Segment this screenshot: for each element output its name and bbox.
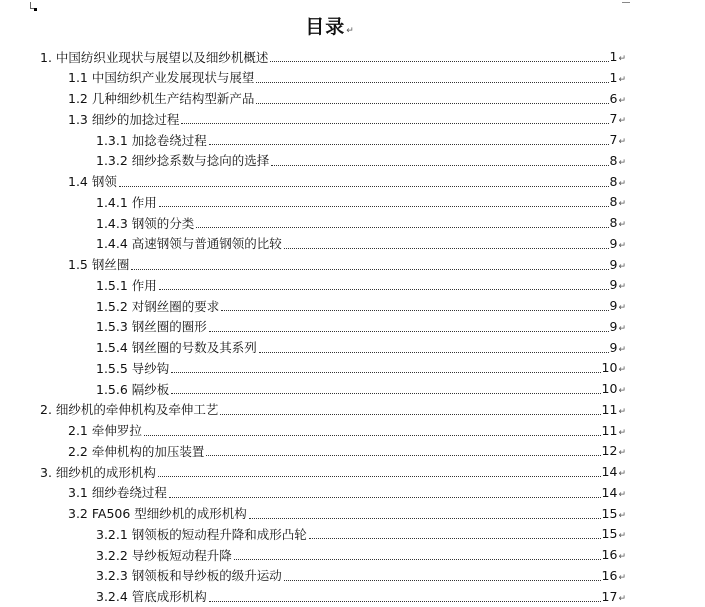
toc-page-number: 12	[601, 443, 618, 459]
paragraph-mark-icon: ↵	[618, 282, 626, 293]
toc-dot-leader	[206, 454, 600, 456]
paragraph-mark-icon: ↵	[618, 593, 626, 604]
toc-entry[interactable]	[96, 523, 626, 544]
toc-entry-page	[601, 464, 626, 479]
toc-entry[interactable]	[68, 88, 626, 109]
toc-dot-leader	[171, 371, 600, 373]
toc-page-number: 7	[609, 132, 618, 147]
toc-entry-label: 1.5.6 隔纱板	[96, 381, 170, 397]
toc-page-number: 8	[609, 152, 618, 168]
toc-entry-page	[609, 194, 627, 209]
toc-dot-leader	[159, 288, 609, 290]
toc-entry[interactable]	[40, 46, 626, 67]
toc-page-number: 10	[601, 360, 618, 376]
toc-dot-leader	[284, 579, 601, 581]
toc-entry-label: 1.5.1 作用	[96, 277, 157, 293]
paragraph-mark-icon: ↵	[618, 178, 626, 189]
paragraph-mark-icon: ↵	[618, 74, 626, 85]
paragraph-mark-icon: ↵	[618, 95, 626, 106]
toc-entry[interactable]	[96, 129, 626, 150]
paragraph-mark-icon: ↵	[618, 406, 626, 417]
toc-entry-page	[609, 277, 627, 292]
paragraph-mark-icon: ↵	[618, 531, 626, 542]
toc-entry-page	[609, 319, 627, 334]
toc-dot-leader	[144, 434, 601, 436]
margin-corner-mark-right	[622, 2, 630, 3]
toc-entry-page	[609, 236, 627, 251]
toc-entry-label: 3. 细纱机的成形机构	[40, 464, 156, 480]
toc-dot-leader	[259, 351, 609, 353]
toc-entry[interactable]	[68, 503, 626, 524]
toc-page-number: 15	[601, 526, 618, 542]
toc-entry-label: 1.3.1 加捻卷绕过程	[96, 132, 207, 148]
toc-page-number: 9	[609, 318, 618, 334]
toc-entry-label: 3.1 细纱卷绕过程	[68, 485, 167, 501]
toc-dot-leader	[256, 81, 608, 83]
toc-page-number: 10	[601, 381, 618, 396]
paragraph-mark-icon: ↵	[618, 323, 626, 334]
toc-dot-leader	[119, 185, 609, 187]
paragraph-mark-icon: ↵	[618, 572, 626, 583]
paragraph-mark-icon: ↵	[618, 552, 626, 562]
paragraph-mark-icon: ↵	[618, 510, 626, 521]
toc-entry[interactable]	[96, 378, 626, 399]
toc-entry[interactable]	[40, 461, 626, 482]
toc-entry-page	[609, 132, 627, 147]
toc-entry-page	[601, 485, 626, 500]
toc-page-number: 8	[609, 215, 618, 230]
paragraph-mark-icon: ↵	[618, 220, 626, 230]
toc-entry[interactable]	[68, 482, 626, 503]
toc-entry-label: 1.3 细纱的加捻过程	[68, 111, 180, 127]
toc-dot-leader	[209, 600, 601, 602]
toc-entry-page	[609, 298, 627, 313]
toc-entry-label: 1.4.3 钢领的分类	[96, 215, 195, 231]
toc-page-number: 9	[609, 256, 618, 272]
toc-page-number: 14	[601, 464, 618, 479]
toc-dot-leader	[271, 164, 608, 166]
toc-entry[interactable]	[96, 295, 626, 316]
toc-entry-page	[609, 111, 627, 126]
toc-entry-page	[601, 589, 626, 604]
toc-entry-label: 3.2.4 管底成形机构	[96, 589, 207, 604]
toc-entry-label: 2.2 牵伸机构的加压装置	[68, 443, 205, 459]
toc-page-number: 1	[609, 69, 618, 85]
toc-dot-leader	[221, 309, 608, 311]
toc-page-number: 9	[609, 277, 618, 293]
toc-entry[interactable]	[96, 337, 626, 358]
toc-page-number: 14	[601, 484, 618, 500]
toc-entry[interactable]	[96, 586, 626, 607]
paragraph-mark-icon: ↵	[618, 489, 626, 500]
toc-entry-label: 2. 细纱机的牵伸机构及牵伸工艺	[40, 402, 219, 418]
toc-entry-page	[609, 70, 627, 85]
toc-page-number: 9	[609, 235, 618, 251]
toc-page-number: 6	[609, 90, 618, 106]
toc-entry-page	[609, 215, 627, 230]
paragraph-mark-icon: ↵	[618, 199, 626, 210]
toc-entry-page	[601, 526, 626, 541]
toc-dot-leader	[158, 475, 601, 477]
cursor-dot	[34, 8, 37, 11]
toc-entry-label: 1.5.2 对钢丝圈的要求	[96, 298, 220, 314]
toc-entry[interactable]	[68, 108, 626, 129]
toc-entry-page	[601, 506, 626, 521]
toc-entry-label: 3.2.2 导纱板短动程升降	[96, 547, 232, 563]
toc-entry-page	[609, 340, 627, 355]
toc-title-text: 目录	[305, 16, 346, 38]
toc-entry-label: 1.5 钢丝圈	[68, 257, 130, 272]
toc-entry-page	[601, 360, 626, 375]
toc-dot-leader	[249, 517, 601, 519]
toc-dot-leader	[181, 122, 608, 124]
toc-entry-label: 1.1 中国纺织产业发展现状与展望	[68, 70, 255, 86]
toc-entry-label: 3.2 FA506 型细纱机的成形机构	[68, 506, 247, 521]
paragraph-mark-icon: ↵	[618, 137, 626, 147]
toc-entry-label: 1. 中国纺织业现状与展望以及细纱机概述	[40, 49, 269, 65]
toc-dot-leader	[256, 102, 608, 104]
paragraph-mark-icon: ↵	[618, 303, 626, 313]
toc-page-number: 16	[601, 547, 618, 562]
toc-entry-label: 3.2.3 钢领板和导纱板的级升运动	[96, 568, 282, 584]
toc-entry-page	[609, 257, 627, 272]
toc-entry-label: 2.1 牵伸罗拉	[68, 423, 142, 438]
toc-entry-label: 1.5.3 钢丝圈的圈形	[96, 319, 207, 335]
toc-entry[interactable]	[96, 191, 626, 212]
toc-entry-label: 1.2 几种细纱机生产结构型新产品	[68, 91, 255, 106]
toc-entry-page	[601, 381, 626, 396]
toc-entry-page	[601, 568, 626, 583]
toc-entry-page	[609, 153, 627, 168]
toc-dot-leader	[169, 496, 601, 498]
toc-entry[interactable]	[96, 544, 626, 565]
toc-entry[interactable]	[68, 254, 626, 275]
toc-page-number: 8	[609, 173, 618, 189]
paragraph-mark-icon: ↵	[618, 427, 626, 438]
paragraph-mark-icon: ↵	[618, 386, 626, 396]
paragraph-mark-icon: ↵	[618, 116, 626, 127]
toc-entry-label: 1.4.4 高速钢领与普通钢领的比较	[96, 236, 282, 252]
toc-entry[interactable]	[68, 171, 626, 192]
toc-title	[0, 12, 660, 39]
toc-page-number: 8	[609, 194, 618, 210]
toc-dot-leader	[270, 60, 608, 62]
toc-page-number: 17	[601, 588, 618, 604]
toc-entry-label: 1.3.2 细纱捻系数与捻向的选择	[96, 153, 270, 169]
toc-dot-leader	[171, 392, 600, 394]
toc-dot-leader	[159, 205, 609, 207]
paragraph-mark-icon: ↵	[618, 469, 626, 479]
paragraph-mark-icon: ↵	[618, 448, 626, 459]
toc-entry[interactable]	[40, 399, 626, 420]
toc-page-number: 16	[601, 567, 618, 583]
toc-dot-leader	[209, 330, 609, 332]
toc-page-number: 9	[609, 298, 618, 313]
paragraph-mark-icon: ↵	[618, 261, 626, 272]
toc-entry-page	[601, 443, 626, 458]
toc-entry-page	[601, 547, 626, 562]
toc-entry-label: 1.4 钢领	[68, 174, 117, 189]
paragraph-mark-icon: ↵	[618, 157, 626, 168]
toc-page-number: 11	[601, 401, 618, 417]
paragraph-mark-icon: ↵	[618, 54, 626, 64]
toc-entry-page	[601, 402, 626, 417]
toc-page-number: 11	[601, 422, 618, 438]
toc-page-number: 7	[609, 111, 618, 127]
toc-page-number: 1	[609, 49, 618, 64]
toc-dot-leader	[234, 558, 601, 560]
toc-entry[interactable]	[96, 233, 626, 254]
toc-entry-page	[609, 91, 627, 106]
toc-dot-leader	[309, 537, 601, 539]
paragraph-mark-icon: ↵	[618, 365, 626, 376]
toc-entry-page	[609, 174, 627, 189]
toc-entry-label: 1.4.1 作用	[96, 194, 157, 210]
toc-page-number: 9	[609, 339, 618, 355]
toc-entry[interactable]	[96, 316, 626, 337]
paragraph-mark-icon: ↵	[618, 240, 626, 251]
toc-dot-leader	[209, 143, 609, 145]
toc-entry[interactable]	[96, 274, 626, 295]
paragraph-mark-icon: ↵	[346, 26, 355, 36]
toc-dot-leader	[196, 226, 608, 228]
toc-dot-leader	[220, 413, 600, 415]
toc-entry[interactable]	[68, 420, 626, 441]
toc-entry-page	[601, 423, 626, 438]
toc-entry[interactable]	[96, 357, 626, 378]
toc-entry[interactable]	[68, 440, 626, 461]
toc-entry[interactable]	[68, 67, 626, 88]
toc-entry[interactable]	[96, 150, 626, 171]
toc-entry-page	[609, 49, 627, 64]
toc-entry[interactable]	[96, 212, 626, 233]
toc-dot-leader	[284, 247, 609, 249]
paragraph-mark-icon: ↵	[618, 344, 626, 355]
toc-page-number: 15	[601, 505, 618, 521]
toc-entry-label: 3.2.1 钢领板的短动程升降和成形凸轮	[96, 526, 307, 542]
toc-entry-label: 1.5.4 钢丝圈的号数及其系列	[96, 340, 257, 355]
toc-dot-leader	[131, 268, 608, 270]
toc-entry[interactable]	[96, 565, 626, 586]
toc-entry-label: 1.5.5 导纱钩	[96, 360, 170, 376]
